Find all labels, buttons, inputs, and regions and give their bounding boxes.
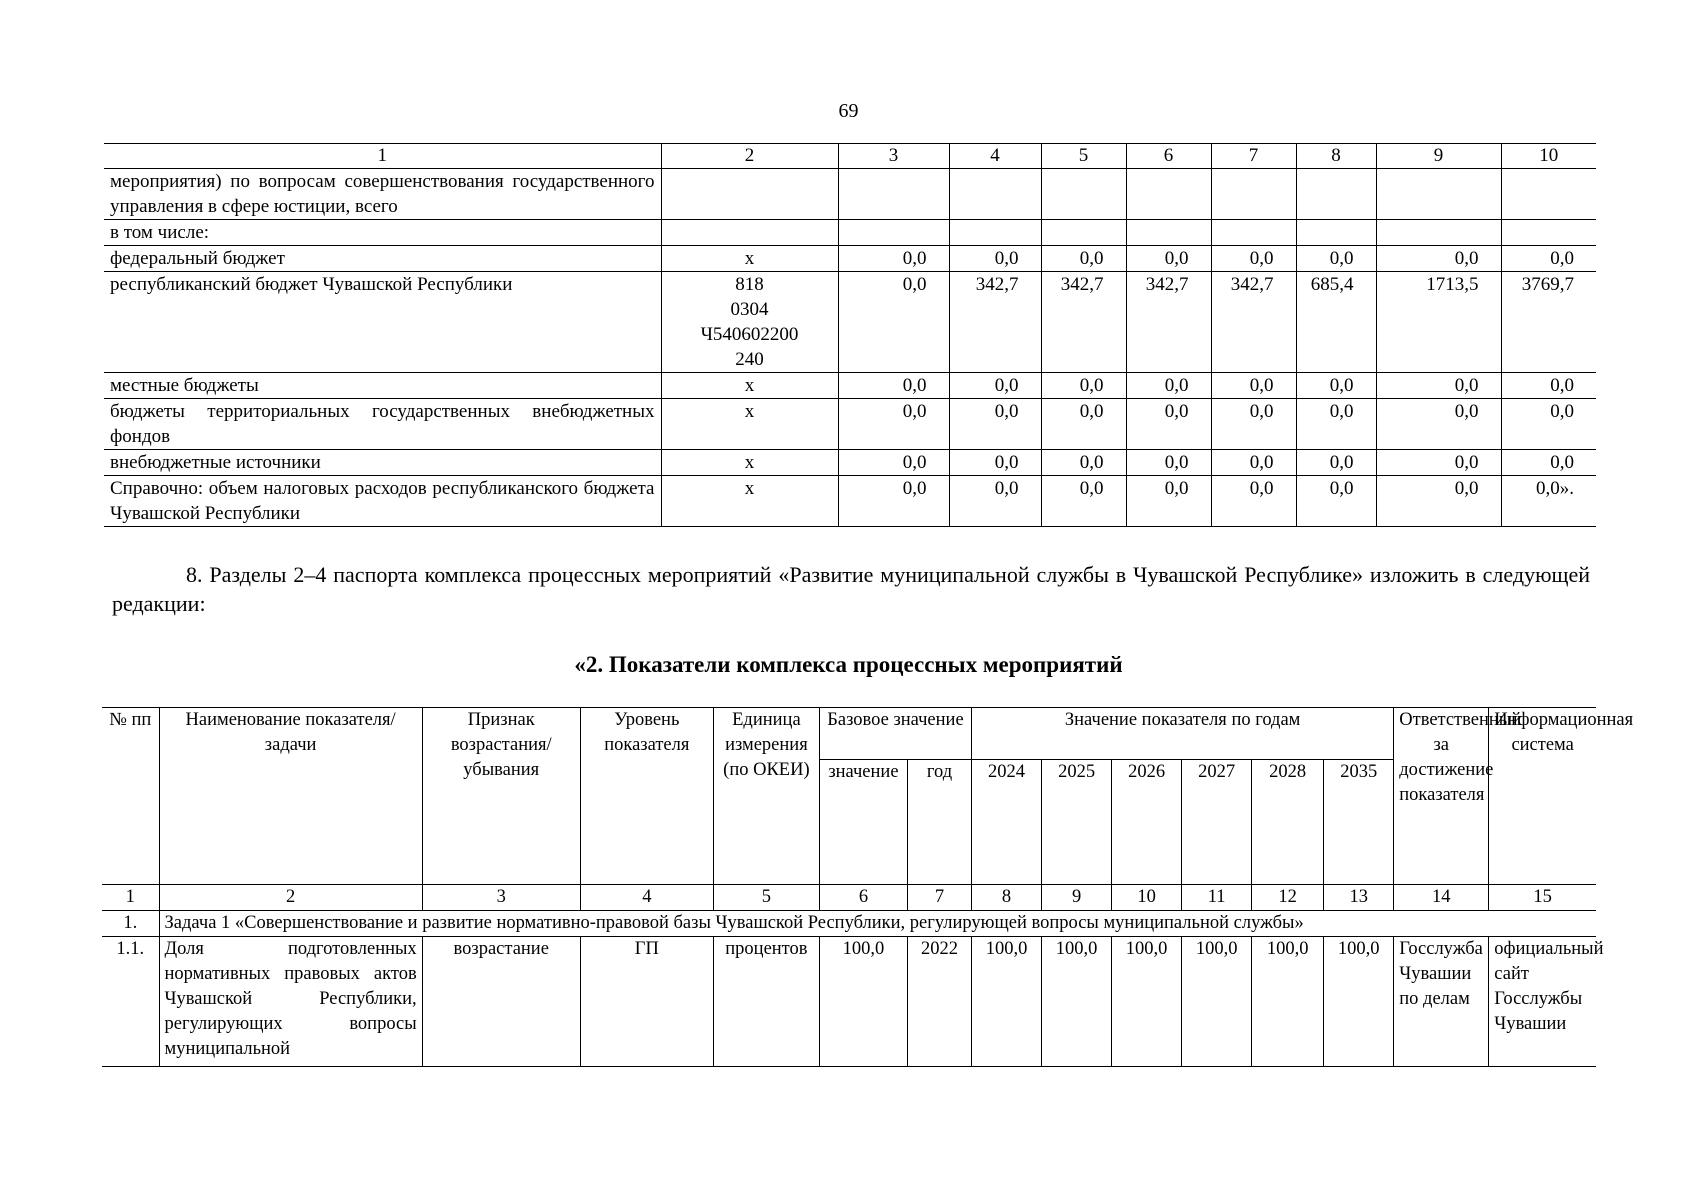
funding-value <box>838 220 949 246</box>
funding-code: х <box>661 373 838 399</box>
funding-value <box>1041 220 1126 246</box>
header-year: 2035 <box>1324 760 1394 885</box>
funding-code: х <box>661 399 838 450</box>
funding-value: 0,0 <box>1501 373 1596 399</box>
column-number: 3 <box>422 885 580 911</box>
funding-value <box>1211 220 1296 246</box>
header-year: 2025 <box>1042 760 1112 885</box>
funding-value: 0,0 <box>1211 399 1296 450</box>
funding-header-row <box>104 144 1596 169</box>
column-number: 14 <box>1394 885 1489 911</box>
column-number: 15 <box>1489 885 1596 911</box>
indicator-row <box>102 937 1596 1067</box>
funding-value: 0,0 <box>1126 373 1211 399</box>
funding-code <box>661 169 838 220</box>
funding-value: 0,0 <box>1041 399 1126 450</box>
funding-value: 0,0 <box>1296 450 1376 476</box>
funding-value: 0,0 <box>1296 246 1376 272</box>
funding-value: 0,0 <box>1376 373 1501 399</box>
indicator-responsible: Госслужба Чувашии по делам <box>1394 937 1489 1067</box>
column-number: 2 <box>159 885 422 911</box>
funding-value: 0,0 <box>1501 450 1596 476</box>
section-heading: «2. Показатели комплекса процессных мероприятий <box>574 652 1123 677</box>
funding-value <box>949 220 1041 246</box>
funding-value: 342,7 <box>1041 272 1126 373</box>
column-number: 1 <box>104 144 661 169</box>
funding-label: внебюджетные источники <box>104 450 661 476</box>
column-number: 13 <box>1324 885 1394 911</box>
funding-value: 0,0 <box>1041 476 1126 527</box>
indicator-num: 1.1. <box>102 937 159 1067</box>
funding-code-line: Ч540602200 <box>700 324 799 345</box>
funding-value: 3769,7 <box>1501 272 1596 373</box>
funding-value <box>1501 220 1596 246</box>
funding-value <box>1501 169 1596 220</box>
funding-value: 0,0 <box>1126 246 1211 272</box>
column-number: 9 <box>1042 885 1112 911</box>
header-base-value: значение <box>819 760 907 885</box>
indicator-value: 100,0 <box>972 937 1042 1067</box>
header-by-years: Значение показателя по годам <box>972 708 1394 760</box>
funding-row <box>104 169 1596 220</box>
header-base-year: год <box>907 760 971 885</box>
task-num: 1. <box>102 911 159 937</box>
task-row <box>102 911 1596 937</box>
funding-value: 342,7 <box>1126 272 1211 373</box>
funding-value: 0,0 <box>1376 476 1501 527</box>
indicator-level: ГП <box>580 937 713 1067</box>
indicator-value: 100,0 <box>1042 937 1112 1067</box>
column-number: 5 <box>713 885 819 911</box>
column-number: 4 <box>580 885 713 911</box>
column-number-row <box>102 885 1596 911</box>
funding-value: 685,4 <box>1296 272 1376 373</box>
funding-value <box>1041 169 1126 220</box>
task-text: Задача 1 «Совершенствование и развитие нормативно-правовой базы Чувашской Республики, регулирующей вопросы муниципальной службы» <box>159 911 1596 937</box>
funding-value: 0,0 <box>1501 399 1596 450</box>
column-number: 4 <box>949 144 1041 169</box>
funding-value: 0,0 <box>949 450 1041 476</box>
page-number: 69 <box>838 100 859 122</box>
funding-value: 0,0». <box>1501 476 1596 527</box>
funding-value: 0,0 <box>838 272 949 373</box>
funding-code-line: 0304 <box>730 299 769 320</box>
funding-value: 0,0 <box>1211 450 1296 476</box>
funding-value <box>1126 220 1211 246</box>
funding-code: х <box>661 246 838 272</box>
column-number: 9 <box>1376 144 1501 169</box>
header-info-system: Информационная система <box>1489 708 1596 885</box>
funding-value: 0,0 <box>1296 399 1376 450</box>
indicator-value: 100,0 <box>1182 937 1252 1067</box>
instruction-paragraph: 8. Разделы 2–4 паспорта комплекса процессных мероприятий «Развитие муниципальной службы в Чувашской Республике» изложить в следующей редакции: <box>112 562 1590 616</box>
column-number: 3 <box>838 144 949 169</box>
header-year: 2027 <box>1182 760 1252 885</box>
funding-value: 0,0 <box>1376 450 1501 476</box>
funding-value <box>1296 220 1376 246</box>
indicator-base-value: 100,0 <box>819 937 907 1067</box>
header-year: 2028 <box>1252 760 1324 885</box>
column-number: 8 <box>1296 144 1376 169</box>
funding-value <box>949 169 1041 220</box>
funding-label: республиканский бюджет Чувашской Республики <box>104 272 661 373</box>
header-responsible: Ответственный за достижение показателя <box>1394 708 1489 885</box>
column-number: 12 <box>1252 885 1324 911</box>
funding-code-line: 818 <box>735 274 764 295</box>
funding-value: 0,0 <box>1211 476 1296 527</box>
column-number: 7 <box>907 885 971 911</box>
funding-label: Справочно: объем налоговых расходов республиканского бюджета Чувашской Республики <box>104 476 661 527</box>
funding-code-line: 240 <box>735 349 764 370</box>
funding-value: 0,0 <box>1041 373 1126 399</box>
funding-row <box>104 373 1596 399</box>
funding-value: 0,0 <box>1126 399 1211 450</box>
indicator-value: 100,0 <box>1324 937 1394 1067</box>
column-number: 6 <box>1126 144 1211 169</box>
indicator-unit: процентов <box>713 937 819 1067</box>
funding-value <box>1126 169 1211 220</box>
funding-row <box>104 476 1596 527</box>
column-number: 11 <box>1182 885 1252 911</box>
funding-value: 0,0 <box>949 373 1041 399</box>
column-number: 8 <box>972 885 1042 911</box>
funding-value: 0,0 <box>1126 476 1211 527</box>
indicator-base-year: 2022 <box>907 937 971 1067</box>
funding-value: 0,0 <box>1296 373 1376 399</box>
indicator-info-system: официальный сайт Госслужбы Чувашии <box>1489 937 1596 1067</box>
funding-value: 0,0 <box>1376 399 1501 450</box>
funding-label: мероприятия) по вопросам совершенствования государственного управления в сфере юстиции, всего <box>104 169 661 220</box>
funding-code <box>661 220 838 246</box>
funding-value: 0,0 <box>1126 450 1211 476</box>
funding-code: х <box>661 450 838 476</box>
funding-value: 0,0 <box>1296 476 1376 527</box>
indicators-table <box>102 707 1634 1067</box>
funding-value: 0,0 <box>1501 246 1596 272</box>
funding-value: 0,0 <box>949 246 1041 272</box>
column-number: 1 <box>102 885 159 911</box>
header-num: № пп <box>102 708 159 885</box>
column-number: 10 <box>1112 885 1182 911</box>
funding-row <box>104 399 1596 450</box>
header-unit: Единица измерения (по ОКЕИ) <box>713 708 819 885</box>
column-number: 7 <box>1211 144 1296 169</box>
funding-table <box>104 143 1596 527</box>
funding-value: 0,0 <box>1041 450 1126 476</box>
funding-value: 342,7 <box>949 272 1041 373</box>
header-level: Уровень показателя <box>580 708 713 885</box>
funding-row <box>104 450 1596 476</box>
funding-label: федеральный бюджет <box>104 246 661 272</box>
funding-row <box>104 220 1596 246</box>
column-number: 6 <box>819 885 907 911</box>
header-year: 2024 <box>972 760 1042 885</box>
funding-value: 0,0 <box>1376 246 1501 272</box>
column-number: 5 <box>1041 144 1126 169</box>
funding-label: бюджеты территориальных государственных внебюджетных фондов <box>104 399 661 450</box>
funding-value: 0,0 <box>838 450 949 476</box>
header-name: Наименование показателя/задачи <box>159 708 422 885</box>
funding-value: 0,0 <box>838 373 949 399</box>
funding-value <box>1296 169 1376 220</box>
funding-row <box>104 246 1596 272</box>
header-base: Базовое значение <box>819 708 971 760</box>
header-year: 2026 <box>1112 760 1182 885</box>
funding-value <box>1376 220 1501 246</box>
funding-label: местные бюджеты <box>104 373 661 399</box>
indicator-value: 100,0 <box>1112 937 1182 1067</box>
column-number: 10 <box>1501 144 1596 169</box>
funding-value: 342,7 <box>1211 272 1296 373</box>
funding-value: 0,0 <box>1041 246 1126 272</box>
funding-code <box>661 272 838 373</box>
funding-value: 0,0 <box>1211 246 1296 272</box>
indicator-sign: возрастание <box>422 937 580 1067</box>
funding-value <box>1211 169 1296 220</box>
funding-value: 0,0 <box>949 399 1041 450</box>
funding-value <box>1376 169 1501 220</box>
column-number: 2 <box>661 144 838 169</box>
funding-value: 0,0 <box>838 476 949 527</box>
funding-label: в том числе: <box>104 220 661 246</box>
funding-value: 1713,5 <box>1376 272 1501 373</box>
funding-value: 0,0 <box>1211 373 1296 399</box>
indicator-value: 100,0 <box>1252 937 1324 1067</box>
funding-row <box>104 272 1596 373</box>
header-sign: Признак возрастания/убывания <box>422 708 580 885</box>
funding-value: 0,0 <box>838 399 949 450</box>
funding-value: 0,0 <box>949 476 1041 527</box>
funding-value <box>838 169 949 220</box>
indicator-name: Доля подготовленных нормативных правовых актов Чувашской Республики, регулирующих вопросы муниципальной <box>159 937 422 1067</box>
funding-value: 0,0 <box>838 246 949 272</box>
funding-code: х <box>661 476 838 527</box>
